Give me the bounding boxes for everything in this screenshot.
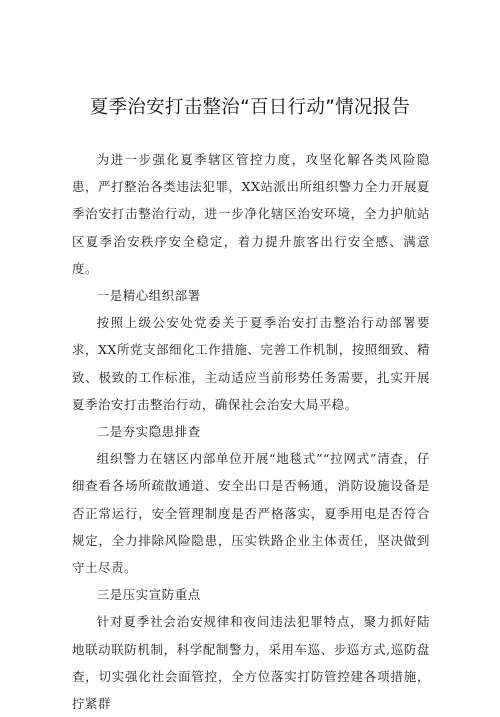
document-title: 夏季治安打击整治“百日行动”情况报告 — [89, 97, 411, 118]
section-paragraph-2: 组织警力在辖区内部单位开展“地毯式”“拉网式”清查，仔细查看各场所疏散通道、安全出口是否畅通，消防设施设备是否正常运行，安全管理制度是否严格落实，夏季用电是否符合规定，全力排除风险隐患，压实铁路企业主体责任，坚决做到守土尽责。 — [72, 451, 430, 576]
section-heading-3: 三是压实宣防重点 — [96, 587, 201, 603]
section-paragraph-1: 按照上级公安处党委关于夏季治安打击整治行动部署要求，XX所党支部细化工作措施、完善工作机制，按照细致、精致、极致的工作标准，主动适应当前形势任务需要，扎实开展夏季治安打击整治行动，确保社会治安大局平稳。 — [72, 315, 430, 412]
document-body — [72, 146, 430, 717]
section-paragraph-3: 针对夏季社会治安规律和夜间违法犯罪特点，聚力抓好陆地联动联防机制，科学配制警力，采用车巡、步巡方式,巡防盘查，切实强化社会面管控，全方位落实打防管控建各项措施，拧紧群 — [72, 614, 430, 712]
section-heading-1: 一是精心组织部署 — [96, 288, 201, 304]
section-heading-2: 二是夯实隐患排查 — [96, 424, 201, 440]
intro-paragraph: 为进一步强化夏季辖区管控力度，攻坚化解各类风险隐患，严打整治各类违法犯罪，XX站派出所组织警力全力开展夏季治安打击整治行动，进一步净化辖区治安环境，全力护航站区夏季治安秩序安全稳定，着力提升旅客出行安全感、满意度。 — [72, 152, 430, 276]
